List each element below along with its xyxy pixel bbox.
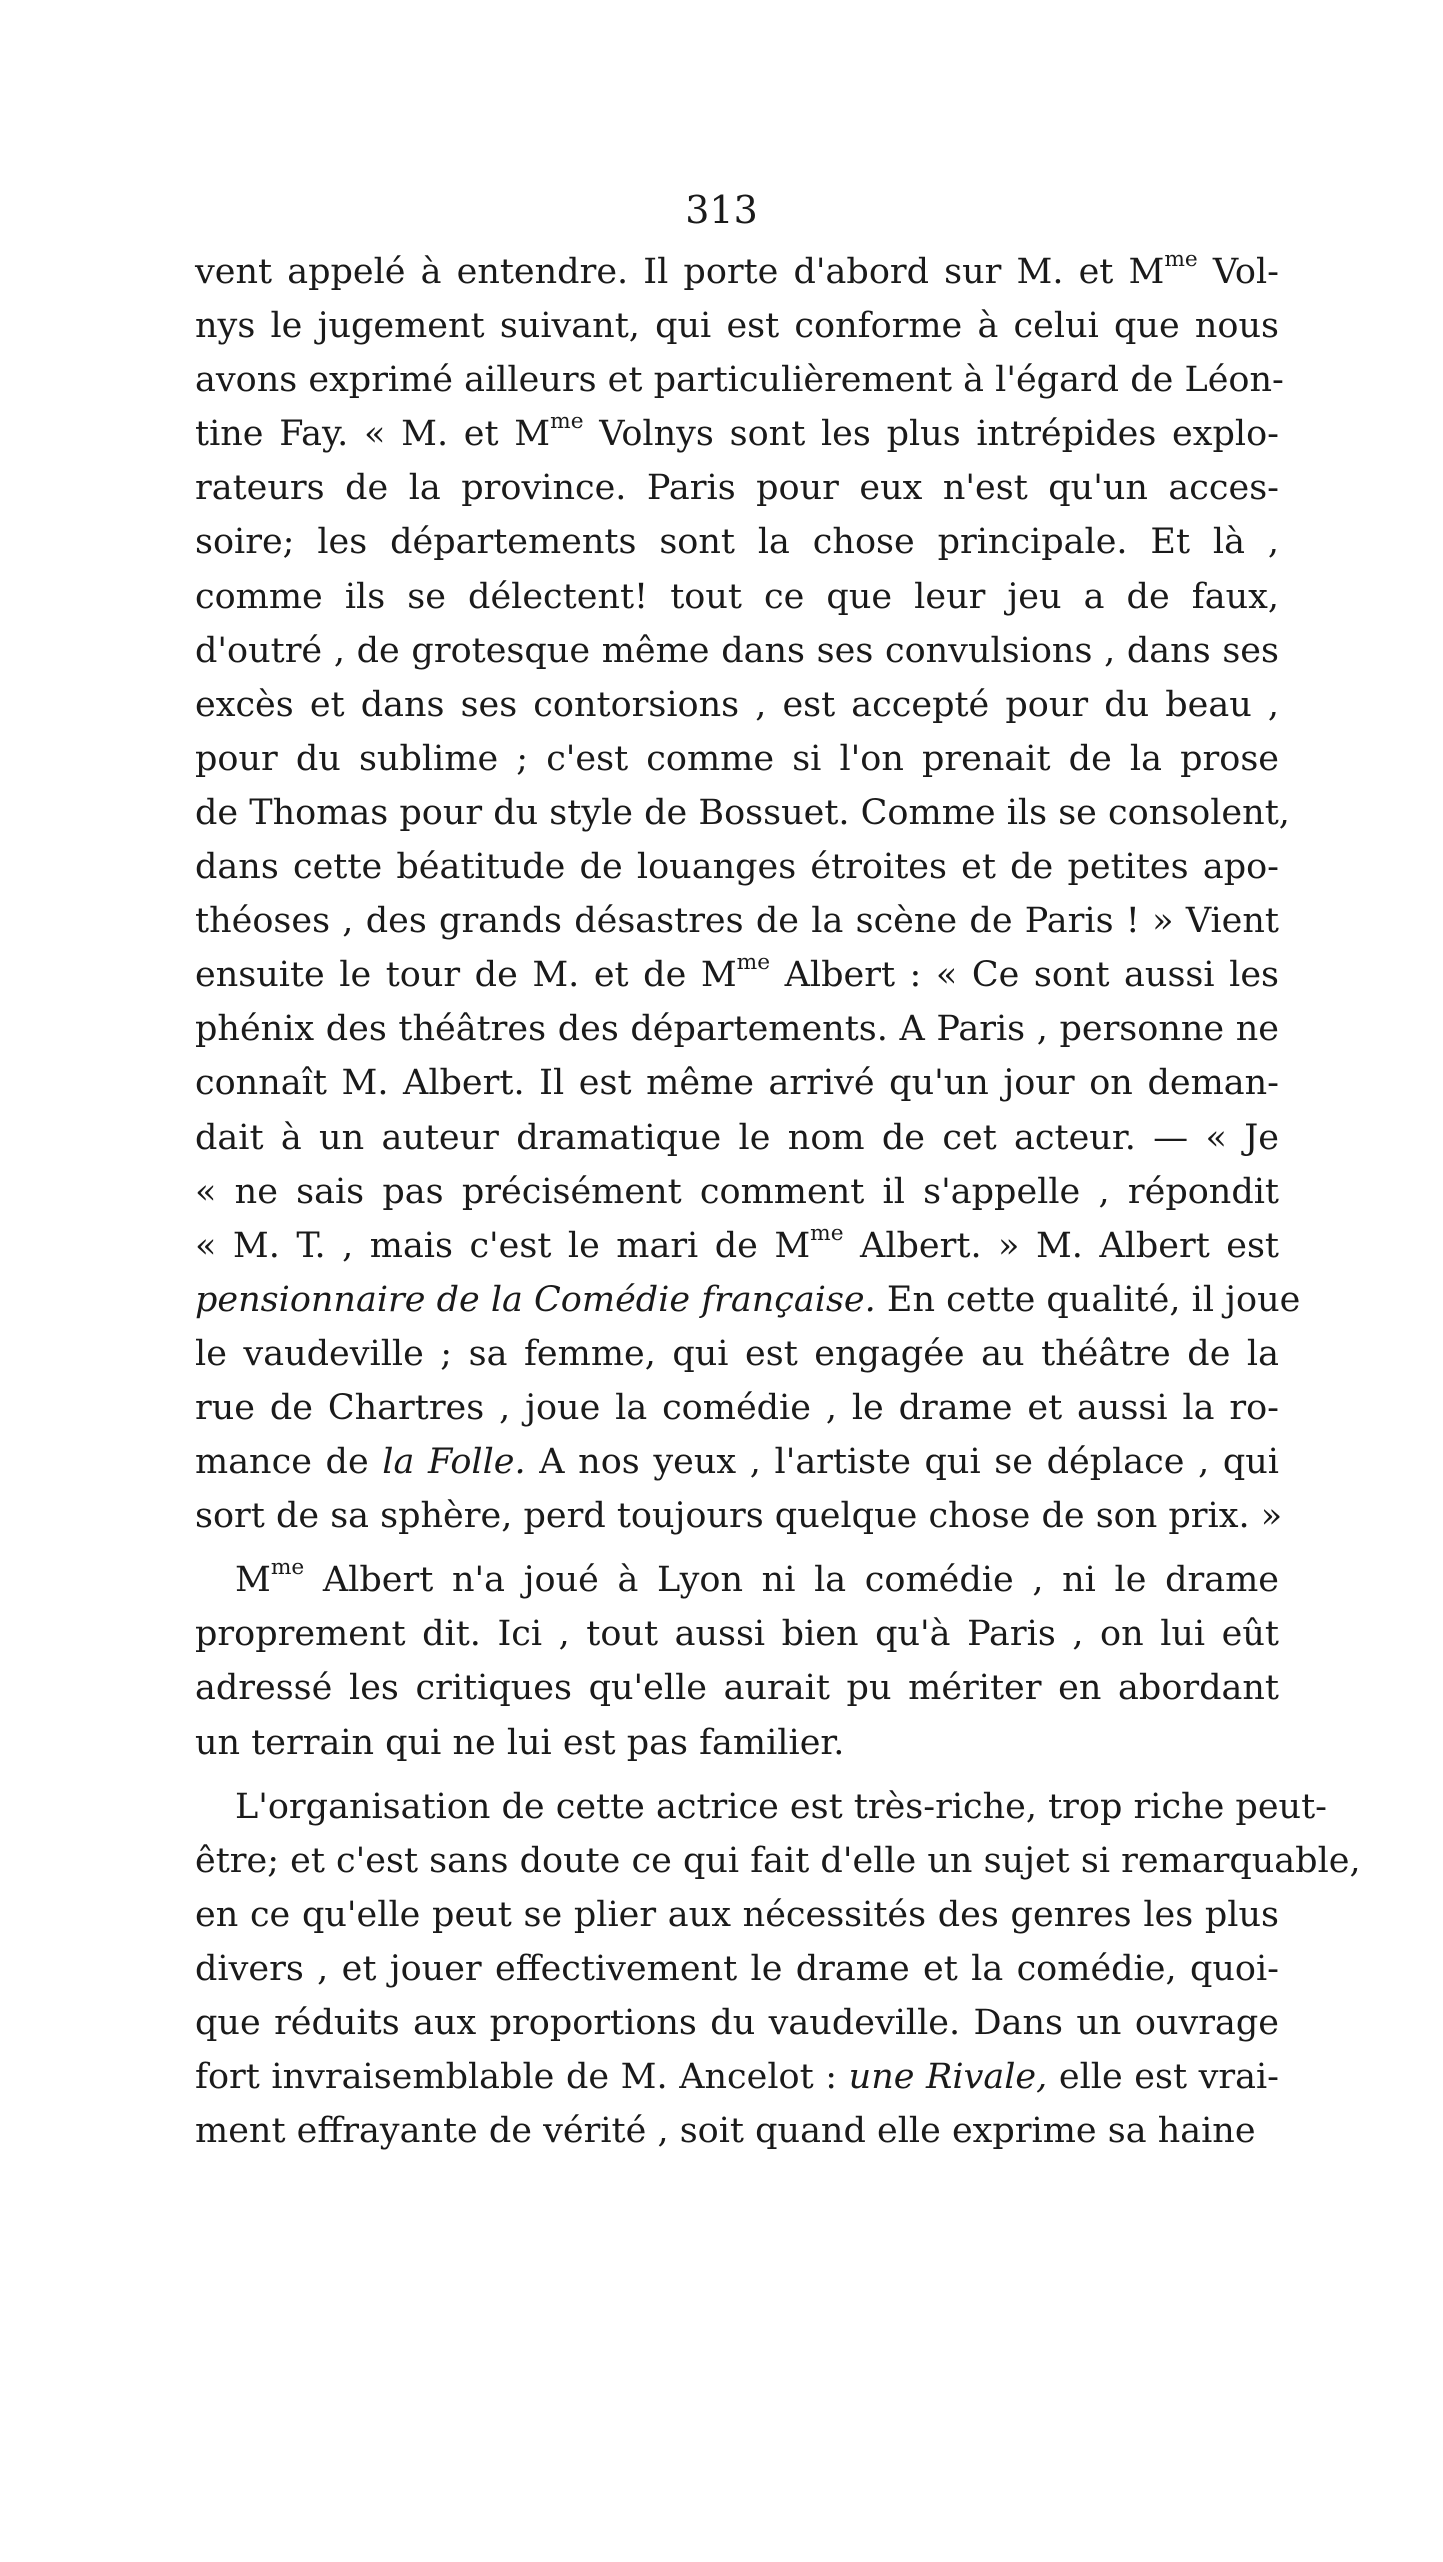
italic-text: la Folle. [382, 1442, 526, 1483]
superscript: me [1164, 247, 1198, 273]
text-line [195, 1002, 1279, 1056]
text-line [195, 732, 1279, 786]
text-run: mance de [195, 1442, 383, 1483]
superscript: me [736, 950, 771, 976]
text-run: rue de Chartres , joue la comédie , le drame et aussi la ro- [195, 1387, 1279, 1428]
text-line [195, 1661, 1279, 1715]
text-line [195, 1888, 1279, 1942]
text-run: soire; les départements sont la chose principale. Et là , [195, 522, 1279, 563]
body-text [195, 245, 1361, 2158]
text-line [195, 461, 1279, 515]
text-run: théoses , des grands désastres de la scène de Paris ! » Vient [195, 901, 1279, 942]
text-run: elle est vrai- [1047, 2057, 1279, 2098]
text-run: le vaudeville ; sa femme, qui est engagée au théâtre de la [195, 1333, 1279, 1374]
text-line [195, 299, 1279, 353]
text-line [195, 1489, 1283, 1543]
text-line [195, 1942, 1279, 1996]
text-line [195, 353, 1284, 407]
text-run: proprement dit. Ici , tout aussi bien qu'à Paris , on lui eût [195, 1614, 1279, 1655]
text-line [195, 948, 1279, 1002]
text-run: vent appelé à entendre. Il porte d'abord sur M. et M [195, 252, 1165, 292]
text-line [195, 1327, 1279, 1381]
text-line [195, 1435, 1279, 1489]
text-run: pour du sublime ; c'est comme si l'on prenait de la prose [195, 738, 1279, 779]
text-run: fort invraisemblable de M. Ancelot : [195, 2057, 849, 2098]
text-run: adressé les critiques qu'elle aurait pu mériter en abordant [195, 1668, 1279, 1709]
text-line [195, 1834, 1361, 1888]
text-run: rateurs de la province. Paris pour eux n'est qu'un acces- [195, 468, 1279, 509]
superscript: me [550, 409, 584, 435]
text-line [195, 678, 1279, 732]
text-line [195, 1716, 1279, 1770]
text-run: d'outré , de grotesque même dans ses convulsions , dans ses [195, 630, 1279, 671]
text-line [195, 2050, 1279, 2104]
text-run: dait à un auteur dramatique le nom de cet acteur. — « Je [195, 1117, 1279, 1158]
text-line [195, 1381, 1279, 1435]
text-run: dans cette béatitude de louanges étroites et de petites apo- [195, 847, 1279, 888]
text-run: comme ils se délectent! tout ce que leur jeu a de faux, [195, 576, 1279, 617]
text-run: En cette qualité, il joue [875, 1279, 1301, 1320]
text-line [195, 624, 1279, 678]
text-line [195, 786, 1290, 840]
page-number: 313 [685, 188, 758, 232]
text-run: Albert. » M. Albert est [843, 1225, 1279, 1266]
text-run: « M. T. , mais c'est le mari de M [195, 1225, 811, 1266]
superscript: me [810, 1220, 844, 1246]
superscript: me [270, 1555, 305, 1581]
italic-text: une Rivale, [848, 2057, 1048, 2098]
text-run: L'organisation de cette actrice est très-riche, trop riche peut- [235, 1786, 1327, 1827]
text-line [195, 1553, 1279, 1607]
text-line [195, 1111, 1279, 1165]
text-run: ensuite le tour de M. et de M [195, 955, 737, 996]
text-line [195, 515, 1279, 569]
text-line [195, 894, 1279, 948]
text-run: ment effrayante de vérité , soit quand elle exprime sa haine [195, 2111, 1256, 2152]
text-run: de Thomas pour du style de Bossuet. Comme ils se consolent, [195, 792, 1290, 833]
text-line [195, 840, 1279, 894]
text-line [195, 570, 1279, 624]
text-line [195, 1607, 1279, 1661]
text-run: en ce qu'elle peut se plier aux nécessités des genres les plus [195, 1894, 1279, 1935]
text-run: Albert n'a joué à Lyon ni la comédie , ni le drame [304, 1560, 1279, 1601]
text-run: phénix des théâtres des départements. A Paris , personne ne [195, 1009, 1279, 1050]
text-run: avons exprimé ailleurs et particulièrement à l'égard de Léon- [195, 360, 1284, 401]
text-run: nys le jugement suivant, qui est conforme à celui que nous [195, 306, 1279, 347]
text-run: A nos yeux , l'artiste qui se déplace , qui [525, 1442, 1280, 1483]
text-run: tine Fay. « M. et M [195, 414, 551, 455]
text-run: être; et c'est sans doute ce qui fait d'elle un sujet si remarquable, [195, 1840, 1361, 1881]
text-run: que réduits aux proportions du vaudeville. Dans un ouvrage [195, 2003, 1279, 2043]
text-line [195, 1165, 1279, 1219]
text-line [195, 407, 1279, 461]
text-run: excès et dans ses contorsions , est accepté pour du beau , [195, 684, 1279, 725]
text-line [195, 245, 1279, 299]
text-run: « ne sais pas précisément comment il s'appelle , répondit [195, 1171, 1279, 1212]
italic-text: pensionnaire de la Comédie française. [195, 1279, 876, 1320]
text-run: M [235, 1560, 271, 1601]
text-line [195, 1056, 1279, 1110]
text-line [195, 1780, 1327, 1834]
text-run: connaît M. Albert. Il est même arrivé qu'un jour on deman- [195, 1063, 1279, 1104]
text-run: un terrain qui ne lui est pas familier. [195, 1722, 845, 1763]
text-line [195, 1219, 1279, 1273]
text-line [195, 1996, 1279, 2050]
text-line [195, 2104, 1279, 2158]
text-run: Albert : « Ce sont aussi les [770, 955, 1279, 996]
text-run: Vol- [1197, 252, 1279, 292]
text-run: sort de sa sphère, perd toujours quelque chose de son prix. » [195, 1496, 1283, 1537]
text-run: divers , et jouer effectivement le drame et la comédie, quoi- [195, 1948, 1279, 1989]
text-line [195, 1273, 1301, 1327]
text-run: Volnys sont les plus intrépides explo- [583, 414, 1279, 455]
